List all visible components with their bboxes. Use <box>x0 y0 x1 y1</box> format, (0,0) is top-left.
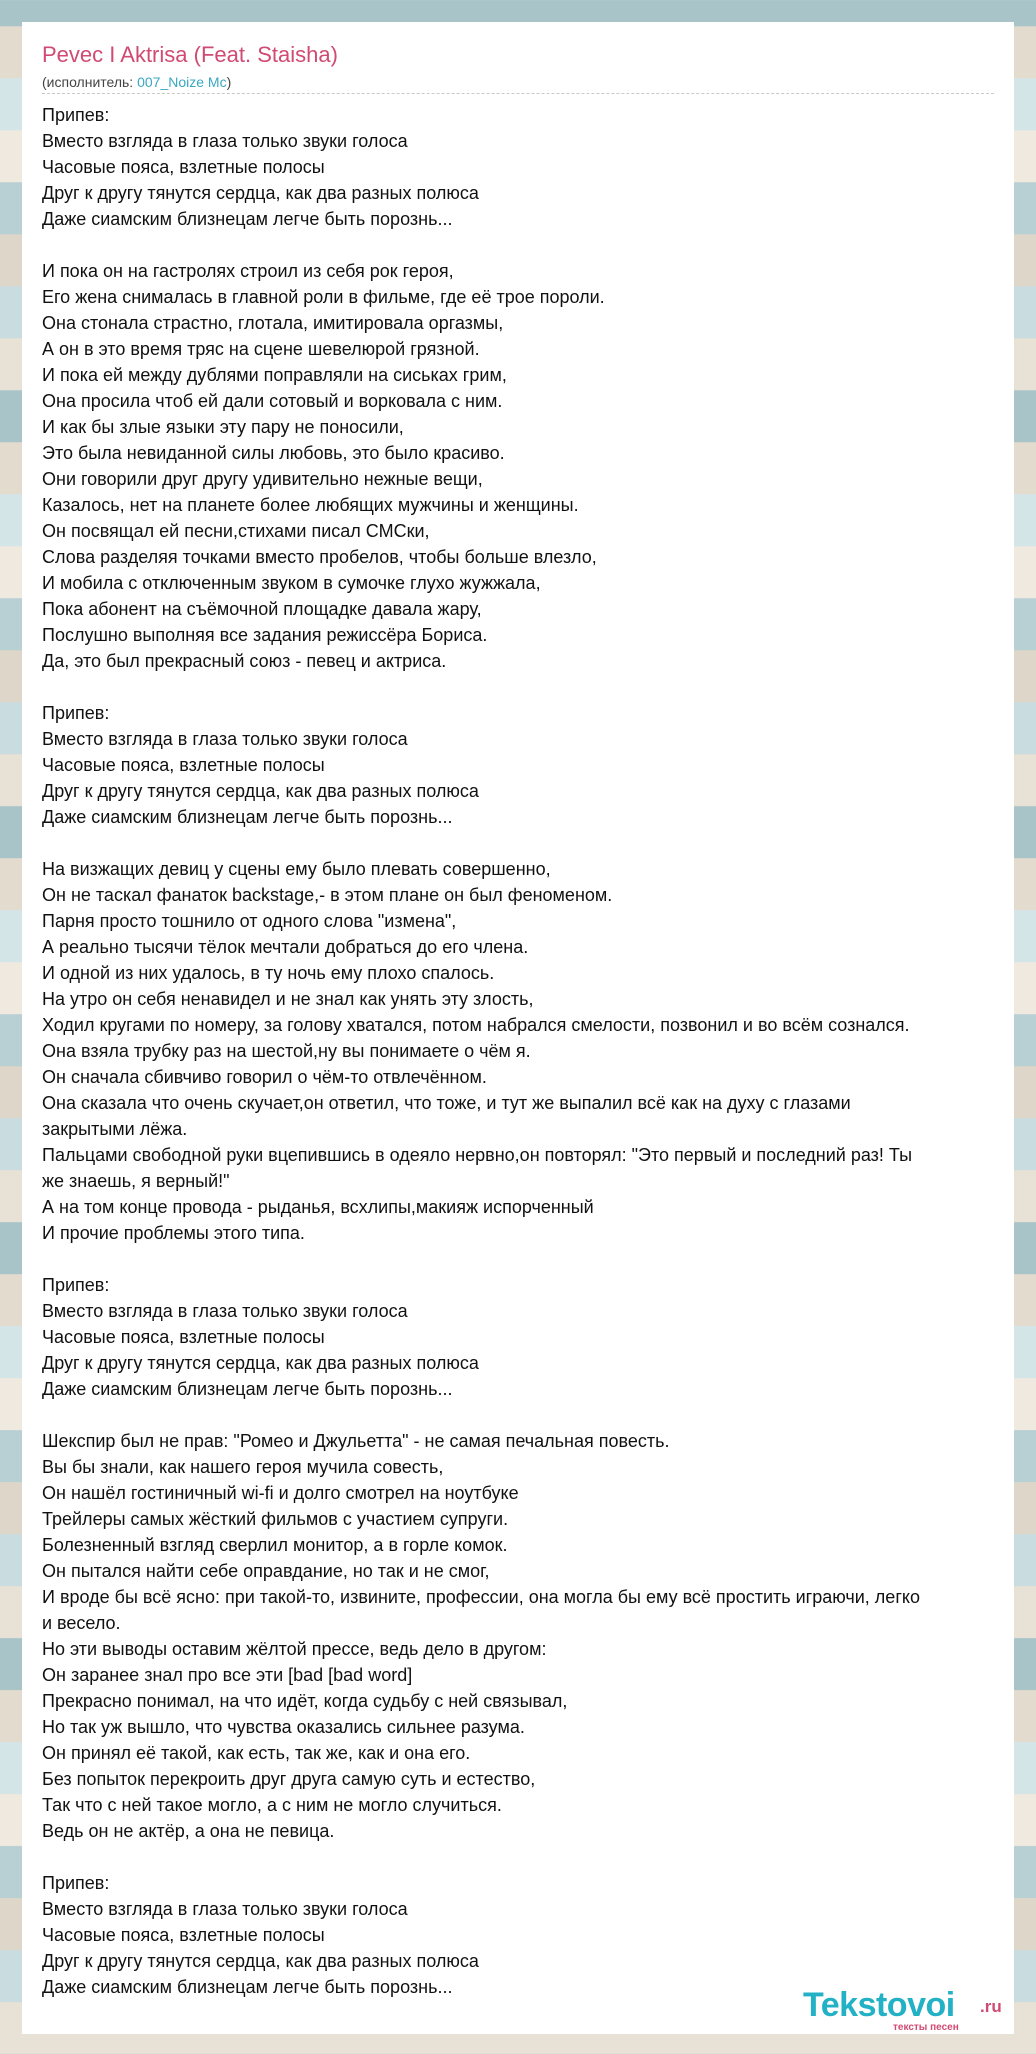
song-title: Pevec I Aktrisa (Feat. Staisha) <box>42 42 338 67</box>
lyric-line: Даже сиамским близнецам легче быть порознь... <box>42 1977 453 1997</box>
artist-link[interactable]: 007_Noize Mc <box>137 74 227 90</box>
lyric-line: же знаешь, я верный!" <box>42 1171 230 1191</box>
lyric-line: Трейлеры самых жёсткий фильмов с участием супруги. <box>42 1509 509 1529</box>
lyric-line: Прекрасно понимал, на что идёт, когда судьбу с ней связывал, <box>42 1691 568 1711</box>
lyric-line: Так что с ней такое могло, а с ним не могло случиться. <box>42 1795 502 1815</box>
lyric-line: Он не таскал фанаток backstage,- в этом плане он был феноменом. <box>42 885 613 905</box>
lyric-line: И вроде бы всё ясно: при такой-то, извините, профессии, она могла бы ему всё простить играючи, легко <box>42 1587 920 1607</box>
stanza-break <box>42 232 1036 258</box>
lyric-line: И пока он на гастролях строил из себя рок героя, <box>42 261 454 281</box>
stanza-break <box>42 1246 1036 1272</box>
lyric-line: А на том конце провода - рыданья, всхлипы,макияж испорченный <box>42 1197 594 1217</box>
artist-suffix: ) <box>226 74 232 90</box>
lyric-line: Часовые пояса, взлетные полосы <box>42 1327 325 1347</box>
lyric-line: Она просила чтоб ей дали сотовый и ворковала с ним. <box>42 391 503 411</box>
lyric-line: Он принял её такой, как есть, так же, как и она его. <box>42 1743 471 1763</box>
lyric-line: Он пытался найти себе оправдание, но так и не смог, <box>42 1561 490 1581</box>
artist-prefix: (исполнитель: <box>42 74 138 90</box>
lyric-line: Его жена снималась в главной роли в фильме, где её трое пороли. <box>42 287 605 307</box>
lyric-line: Вместо взгляда в глаза только звуки голоса <box>42 1899 408 1919</box>
lyric-line: Без попыток перекроить друг друга самую суть и естество, <box>42 1769 536 1789</box>
site-logo[interactable] <box>803 1985 1023 2035</box>
lyric-line: Пальцами свободной руки вцепившись в одеяло нервно,он повторял: "Это первый и последний раз! Ты <box>42 1145 913 1165</box>
lyric-line: И мобила с отключенным звуком в сумочке глухо жужжала, <box>42 573 541 593</box>
lyric-line: Друг к другу тянутся сердца, как два разных полюса <box>42 1951 479 1971</box>
stanza-break <box>42 1844 1036 1870</box>
title-divider <box>42 93 994 94</box>
lyric-line: Это была невиданной силы любовь, это было красиво. <box>42 443 505 463</box>
lyric-line: Шекспир был не прав: "Ромео и Джульетта" - не самая печальная повесть. <box>42 1431 670 1451</box>
logo-domain-suffix: .ru <box>980 1997 1002 2016</box>
lyric-line: Часовые пояса, взлетные полосы <box>42 157 325 177</box>
lyric-line: Друг к другу тянутся сердца, как два разных полюса <box>42 781 479 801</box>
artist-line <box>42 74 231 90</box>
lyric-line: И прочие проблемы этого типа. <box>42 1223 305 1243</box>
lyric-line: Но эти выводы оставим жёлтой прессе, ведь дело в другом: <box>42 1639 547 1659</box>
logo-wordmark: Tekstovoi <box>803 1986 955 2024</box>
lyric-line: Вместо взгляда в глаза только звуки голоса <box>42 1301 408 1321</box>
logo-tagline: тексты песен <box>893 2022 959 2033</box>
lyric-line: Она сказала что очень скучает,он ответил, что тоже, и тут же выпалил всё как на духу с глазами <box>42 1093 851 1113</box>
stanza-break <box>42 1402 1036 1428</box>
lyrics-card <box>22 22 1014 2034</box>
lyric-line: Слова разделяя точками вместо пробелов, чтобы больше влезло, <box>42 547 597 567</box>
lyric-line: Он нашёл гостиничный wi-fi и долго смотрел на ноутбуке <box>42 1483 519 1503</box>
lyric-line: Пока абонент на съёмочной площадке давала жару, <box>42 599 482 619</box>
lyric-line: Но так уж вышло, что чувства оказались сильнее разума. <box>42 1717 525 1737</box>
lyric-line: Вместо взгляда в глаза только звуки голоса <box>42 729 408 749</box>
lyric-line: Болезненный взгляд сверлил монитор, а в горле комок. <box>42 1535 508 1555</box>
lyric-line: Припев: <box>42 105 110 125</box>
lyric-line: Даже сиамским близнецам легче быть порознь... <box>42 209 453 229</box>
lyric-line: А реально тысячи тёлок мечтали добраться до его члена. <box>42 937 529 957</box>
lyric-line: и весело. <box>42 1613 121 1633</box>
stanza-break <box>42 674 1036 700</box>
lyric-line: Послушно выполняя все задания режиссёра Бориса. <box>42 625 488 645</box>
lyric-line: Ходил кругами по номеру, за голову хватался, потом набрался смелости, позвонил и во всём сознался. <box>42 1015 910 1035</box>
lyric-line: Они говорили друг другу удивительно нежные вещи, <box>42 469 483 489</box>
lyrics-text <box>42 102 1036 2000</box>
lyric-line: Она взяла трубку раз на шестой,ну вы понимаете о чём я. <box>42 1041 531 1061</box>
lyric-line: Парня просто тошнило от одного слова "измена", <box>42 911 457 931</box>
lyric-line: Он посвящал ей песни,стихами писал СМСки, <box>42 521 430 541</box>
lyric-line: Она стонала страстно, глотала, имитировала оргазмы, <box>42 313 504 333</box>
lyric-line: На визжащих девиц у сцены ему было плевать совершенно, <box>42 859 551 879</box>
lyric-line: Припев: <box>42 1275 110 1295</box>
lyric-line: закрытыми лёжа. <box>42 1119 188 1139</box>
lyric-line: Часовые пояса, взлетные полосы <box>42 1925 325 1945</box>
stanza-break <box>42 830 1036 856</box>
lyric-line: Вместо взгляда в глаза только звуки голоса <box>42 131 408 151</box>
lyric-line: Да, это был прекрасный союз - певец и актриса. <box>42 651 447 671</box>
lyric-line: Даже сиамским близнецам легче быть порознь... <box>42 1379 453 1399</box>
lyric-line: Казалось, нет на планете более любящих мужчины и женщины. <box>42 495 579 515</box>
lyric-line: Часовые пояса, взлетные полосы <box>42 755 325 775</box>
lyric-line: Он заранее знал про все эти [bad [bad word] <box>42 1665 413 1685</box>
lyric-line: Друг к другу тянутся сердца, как два разных полюса <box>42 1353 479 1373</box>
lyric-line: И как бы злые языки эту пару не поносили, <box>42 417 404 437</box>
lyric-line: А он в это время тряс на сцене шевелюрой грязной. <box>42 339 480 359</box>
lyric-line: Вы бы знали, как нашего героя мучила совесть, <box>42 1457 444 1477</box>
lyric-line: Друг к другу тянутся сердца, как два разных полюса <box>42 183 479 203</box>
lyric-line: Он сначала сбивчиво говорил о чём-то отвлечённом. <box>42 1067 487 1087</box>
lyric-line: Припев: <box>42 703 110 723</box>
lyric-line: Даже сиамским близнецам легче быть порознь... <box>42 807 453 827</box>
lyric-line: И одной из них удалось, в ту ночь ему плохо спалось. <box>42 963 495 983</box>
lyric-line: На утро он себя ненавидел и не знал как унять эту злость, <box>42 989 534 1009</box>
lyric-line: Припев: <box>42 1873 110 1893</box>
lyric-line: Ведь он не актёр, а она не певица. <box>42 1821 335 1841</box>
lyric-line: И пока ей между дублями поправляли на сиськах грим, <box>42 365 507 385</box>
